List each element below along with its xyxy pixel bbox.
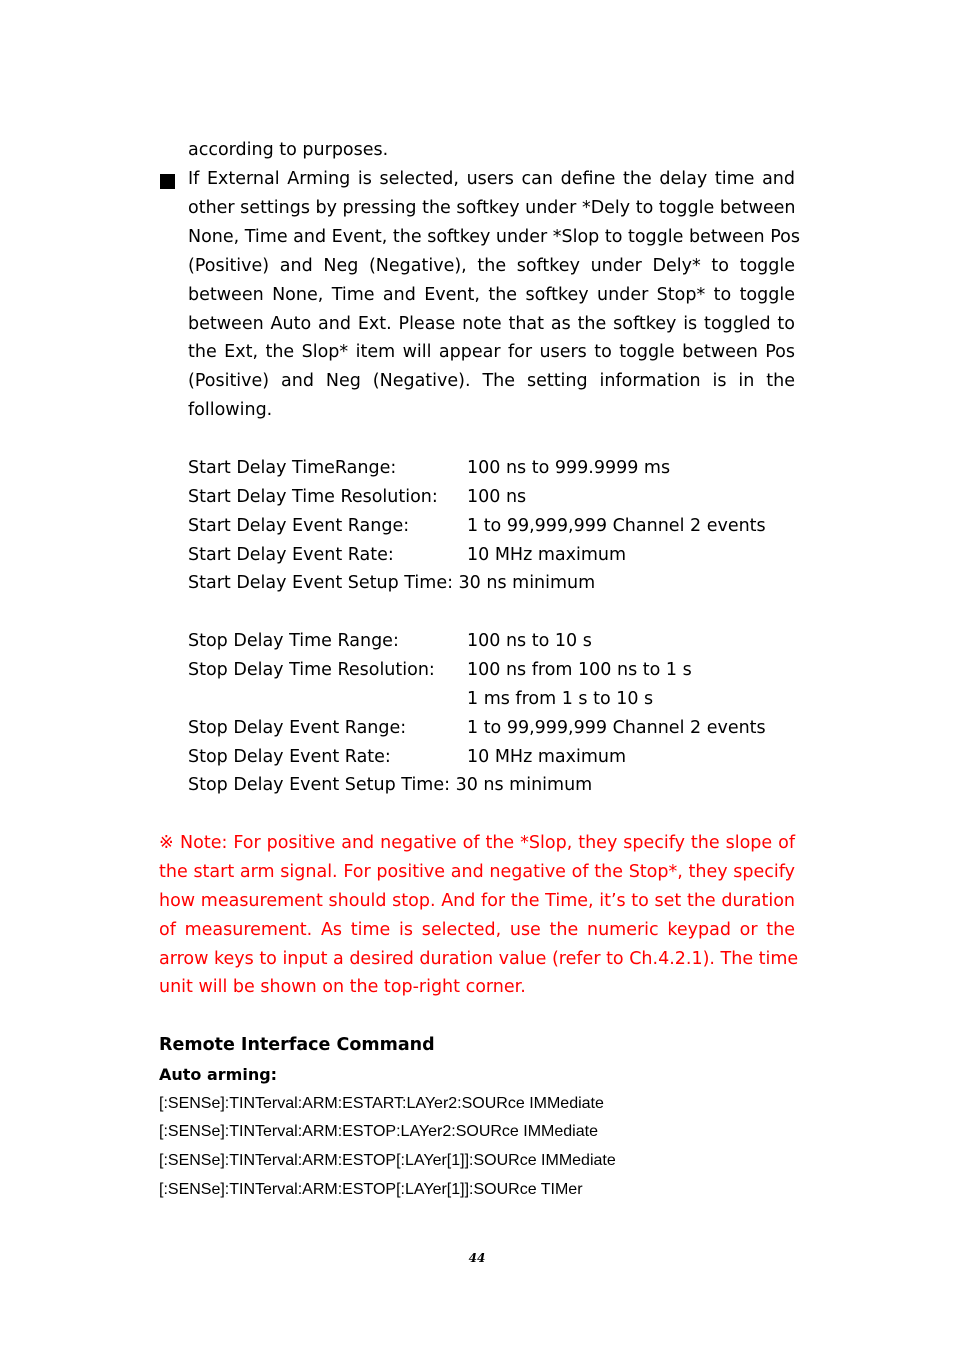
note-line: how measurement should stop. And for the Time, it’s to set the duration — [159, 891, 795, 911]
spec-label: Start Delay Event Setup Time: 30 ns minimum — [188, 573, 596, 593]
bullet-paragraph-line: following. — [188, 400, 273, 420]
note-line: the start arm signal. For positive and negative of the Stop*, they specify — [159, 862, 795, 882]
section-heading: Remote Interface Command — [159, 1035, 435, 1055]
spec-value: 1 ms from 1 s to 10 s — [467, 689, 654, 709]
page-number: 44 — [468, 1251, 486, 1265]
bullet-paragraph-line: (Positive) and Neg (Negative), the softkey under Dely* to toggle — [188, 256, 795, 276]
intro-line: according to purposes. — [188, 140, 389, 160]
spec-label: Stop Delay Time Resolution: — [188, 660, 435, 680]
spec-label: Stop Delay Event Setup Time: 30 ns minimum — [188, 775, 593, 795]
spec-value: 100 ns to 999.9999 ms — [467, 458, 671, 478]
bullet-paragraph-line: the Ext, the Slop* item will appear for users to toggle between Pos — [188, 342, 795, 362]
bullet-paragraph-line: If External Arming is selected, users can define the delay time and — [188, 169, 795, 189]
note-line: of measurement. As time is selected, use the numeric keypad or the — [159, 920, 795, 940]
spec-value: 10 MHz maximum — [467, 747, 627, 767]
spec-label: Start Delay Time Resolution: — [188, 487, 438, 507]
spec-value: 100 ns from 100 ns to 1 s — [467, 660, 692, 680]
subsection-heading: Auto arming: — [159, 1065, 278, 1084]
bullet-paragraph-line: None, Time and Event, the softkey under *Slop to toggle between Pos — [188, 227, 800, 247]
spec-label: Stop Delay Time Range: — [188, 631, 399, 651]
spec-label: Start Delay Event Range: — [188, 516, 410, 536]
command-line: [:SENSe]:TINTerval:ARM:ESTART:LAYer2:SOURce IMMediate — [159, 1095, 604, 1112]
note-line: ※ Note: For positive and negative of the *Slop, they specify the slope of — [159, 833, 795, 853]
spec-label: Start Delay TimeRange: — [188, 458, 397, 478]
square-bullet-icon — [160, 174, 175, 189]
bullet-paragraph-line: (Positive) and Neg (Negative). The setting information is in the — [188, 371, 795, 391]
spec-label: Stop Delay Event Range: — [188, 718, 407, 738]
note-line: unit will be shown on the top-right corner. — [159, 977, 526, 997]
spec-label: Stop Delay Event Rate: — [188, 747, 391, 767]
command-line: [:SENSe]:TINTerval:ARM:ESTOP:LAYer2:SOURce IMMediate — [159, 1123, 598, 1140]
note-line: arrow keys to input a desired duration value (refer to Ch.4.2.1). The time — [159, 949, 799, 969]
spec-value: 10 MHz maximum — [467, 545, 627, 565]
spec-value: 1 to 99,999,999 Channel 2 events — [467, 718, 766, 738]
spec-value: 1 to 99,999,999 Channel 2 events — [467, 516, 766, 536]
bullet-paragraph-line: between Auto and Ext. Please note that as the softkey is toggled to — [188, 314, 795, 334]
spec-value: 100 ns — [467, 487, 527, 507]
bullet-paragraph-line: between None, Time and Event, the softkey under Stop* to toggle — [188, 285, 795, 305]
bullet-paragraph-line: other settings by pressing the softkey under *Dely to toggle between — [188, 198, 796, 218]
spec-value: 100 ns to 10 s — [467, 631, 592, 651]
command-line: [:SENSe]:TINTerval:ARM:ESTOP[:LAYer[1]]:SOURce IMMediate — [159, 1152, 616, 1169]
spec-label: Start Delay Event Rate: — [188, 545, 394, 565]
command-line: [:SENSe]:TINTerval:ARM:ESTOP[:LAYer[1]]:SOURce TIMer — [159, 1181, 583, 1198]
